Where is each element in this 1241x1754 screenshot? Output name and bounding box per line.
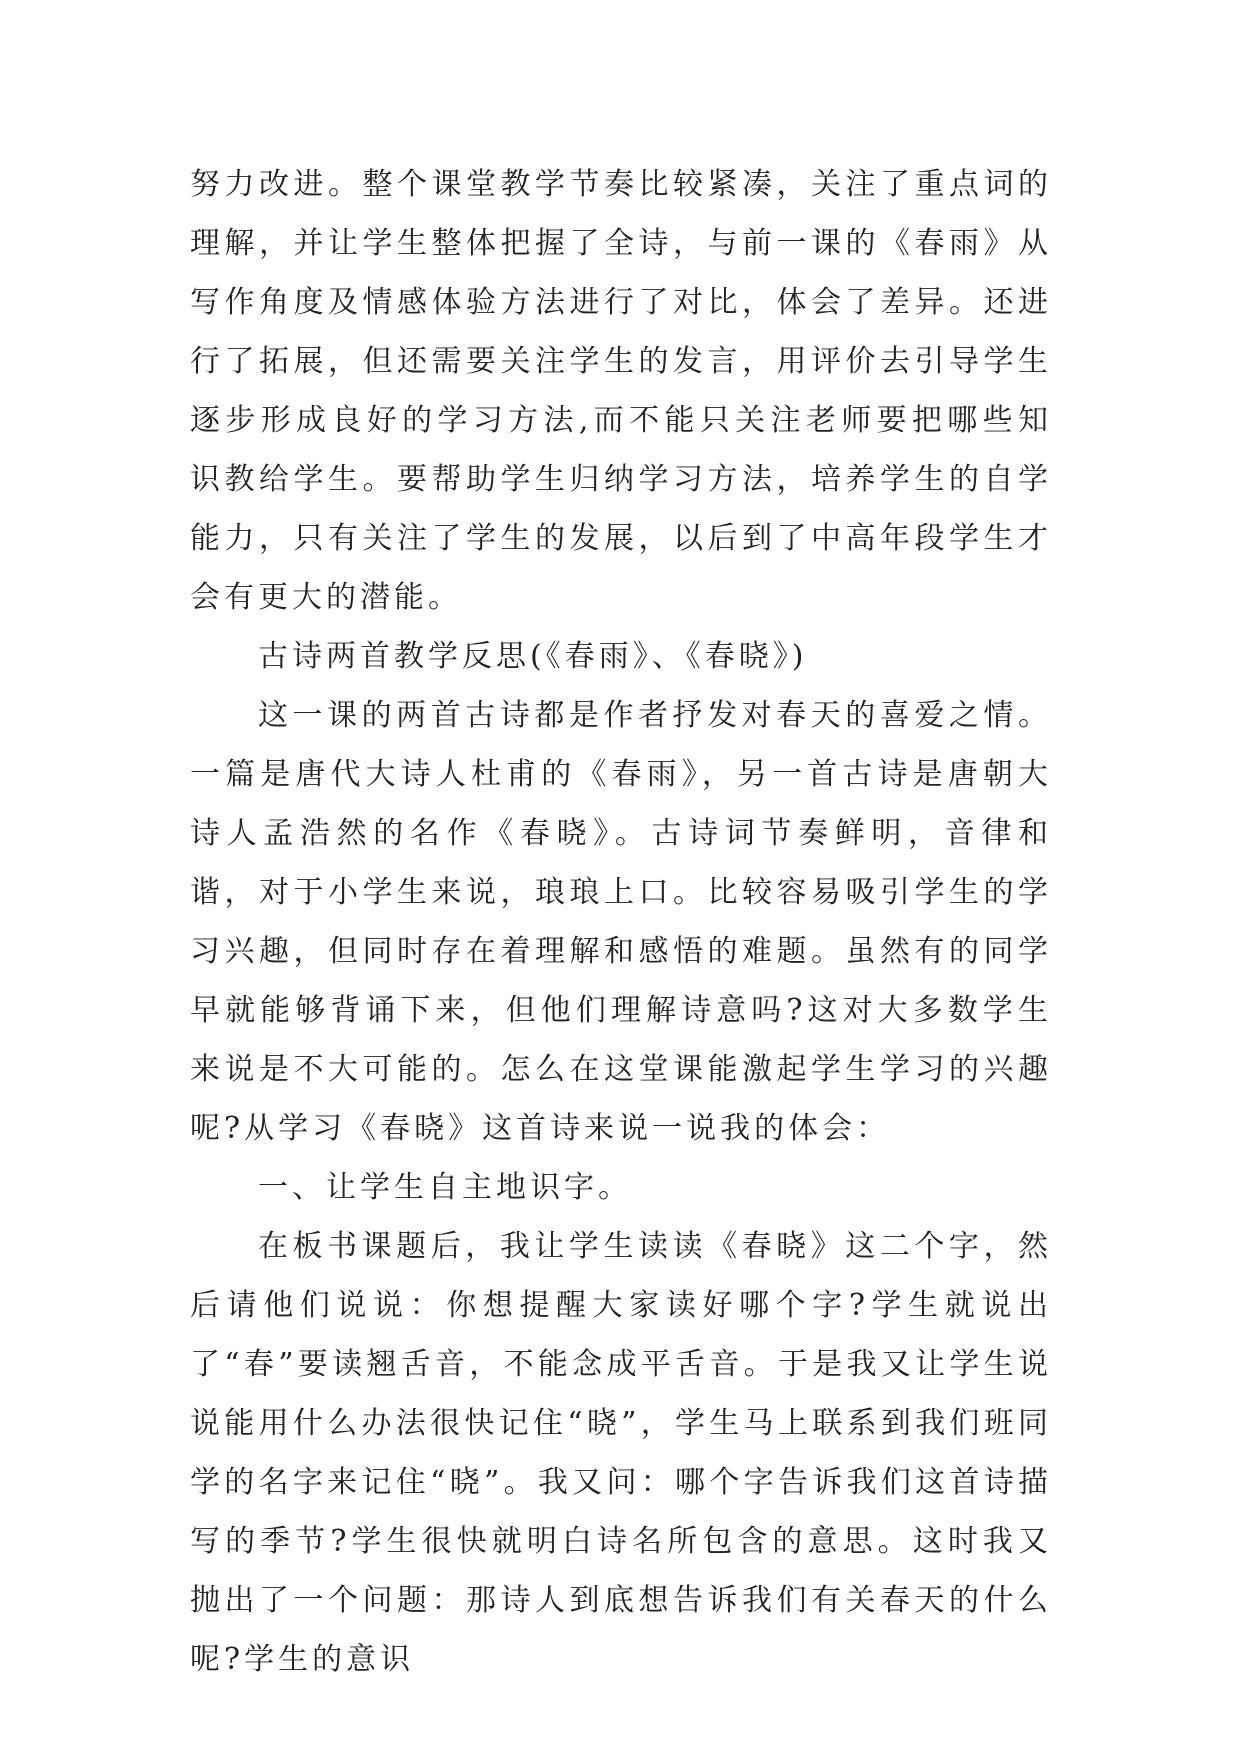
paragraph-intro: 这一课的两首古诗都是作者抒发对春天的喜爱之情。一篇是唐代大诗人杜甫的《春雨》，另一首古诗是唐朝大诗人孟浩然的名作《春晓》。古诗词节奏鲜明，音律和谐，对于小学生来说，琅琅上口。比较容易吸引学生的学习兴趣，但同时存在着理解和感悟的难题。虽然有的同学早就能够背诵下来，但他们理解诗意吗?这对大多数学生来说是不大可能的。怎么在这堂课能激起学生学习的兴趣呢?从学习《春晓》这首诗来说一说我的体会：: [190, 698, 1052, 1146]
document-body: [190, 155, 1052, 1689]
paragraph-literacy: 在板书课题后，我让学生读读《春晓》这二个字，然后请他们说说：你想提醒大家读好哪个字?学生就说出了“春”要读翘舌音，不能念成平舌音。于是我又让学生说说能用什么办法很快记住“晓”，学生马上联系到我们班同学的名字来记住“晓”。我又问：哪个字告诉我们这首诗描写的季节?学生很快就明白诗名所包含的意思。这时我又抛出了一个问题：那诗人到底想告诉我们有关春天的什么呢?学生的意识: [190, 1229, 1052, 1677]
section-heading: 古诗两首教学反思(《春雨》、《春晓》): [258, 639, 808, 674]
paragraph-reflection-end: 努力改进。整个课堂教学节奏比较紧凑，关注了重点词的理解，并让学生整体把握了全诗，与前一课的《春雨》从写作角度及情感体验方法进行了对比，体会了差异。还进行了拓展，但还需要关注学生的发言，用评价去引导学生逐步形成良好的学习方法,而不能只关注老师要把哪些知识教给学生。要帮助学生归纳学习方法，培养学生的自学能力，只有关注了学生的发展，以后到了中高年段学生才会有更大的潜能。: [190, 167, 1052, 615]
subsection-heading: 一、让学生自主地识字。: [258, 1170, 632, 1205]
